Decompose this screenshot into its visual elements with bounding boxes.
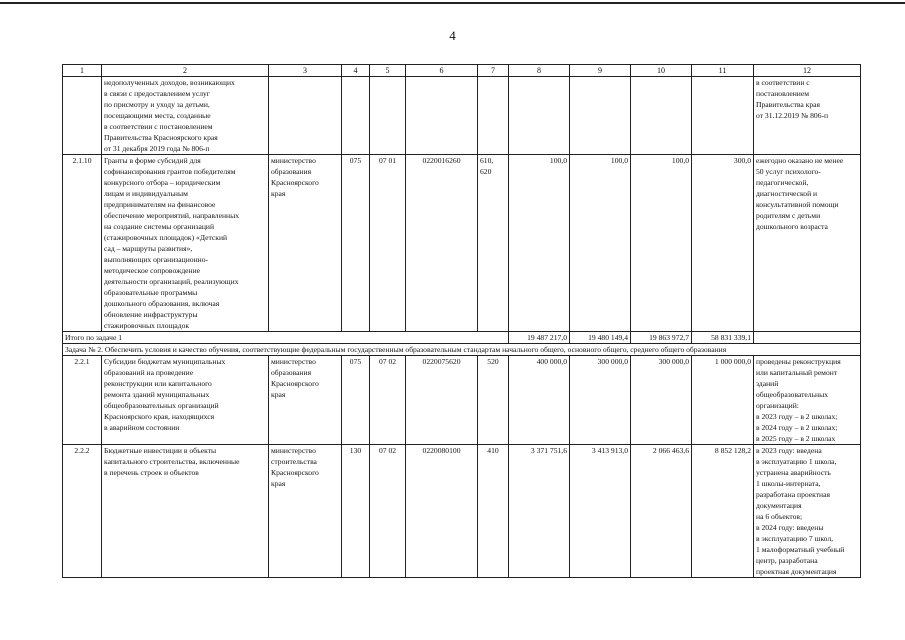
header-cell: 10: [631, 65, 692, 77]
activity-description: [102, 155, 269, 332]
text-line: методическое сопровождение: [104, 266, 201, 275]
amount-year-2: 100,0: [570, 155, 631, 332]
text-line: Субсидии бюджетам муниципальных: [104, 357, 226, 366]
csr-code: 0220080100: [406, 445, 478, 578]
amount-year-1: 100,0: [509, 155, 570, 332]
text-line: в 2023 году – в 2 школах;: [756, 412, 838, 421]
text-line: консультативной помощи: [756, 200, 839, 209]
text-line: министерство: [271, 446, 316, 455]
text-line: обновление инфраструктуры: [104, 310, 198, 319]
text-line: общеобразовательных: [756, 390, 829, 399]
table-row-continuation: [63, 77, 861, 155]
responsible-body: [269, 356, 342, 445]
text-line: строительства: [271, 457, 317, 466]
text-line: в эксплуатацию 7 школ,: [756, 534, 834, 543]
text-line: края: [271, 390, 286, 399]
text-line: в 2023 году: введена: [756, 446, 822, 455]
text-line: обеспечение мероприятий, направленных: [104, 211, 239, 220]
text-line: в соответствии с постановлением: [104, 122, 213, 131]
text-line: (стажировочных площадок) «Детский: [104, 233, 228, 242]
text-line: центр, разработана: [756, 556, 818, 565]
amount-year-3: 2 066 463,6: [631, 445, 692, 578]
text-line: Правительства края: [756, 100, 821, 109]
csr-code: 0220016260: [406, 155, 478, 332]
amount-total: 8 852 128,2: [692, 445, 754, 578]
table-row-2-2-2: [63, 445, 861, 578]
text-line: 610,: [480, 156, 494, 165]
rzpr-code: 07 02: [370, 445, 406, 578]
text-line: по присмотру и уходу за детьми,: [104, 100, 210, 109]
text-line: 410: [487, 446, 499, 455]
task-2-title: Задача № 2. Обеспечить условия и качество обучения, соответствующие федеральным государственным образовательным стандартам начального общего, основного общего, среднего общего образования: [63, 344, 861, 356]
responsible-body: [269, 445, 342, 578]
grbs-code: 130: [342, 445, 370, 578]
text-line: в перечень строек и объектов: [104, 468, 199, 477]
text-line: общеобразовательных организаций: [104, 401, 219, 410]
row-number: 2.2.1: [63, 356, 102, 445]
program-table: [62, 64, 861, 578]
text-line: 1 школы-интерната,: [756, 479, 821, 488]
text-line: выполняющих организационно-: [104, 255, 209, 264]
text-line: деятельности организаций, реализующих: [104, 277, 239, 286]
text-line: Бюджетные инвестиции в объекты: [104, 446, 217, 455]
text-line: в 2025 году – в 2 школах: [756, 434, 836, 443]
rzpr-code: 07 01: [370, 155, 406, 332]
header-cell: 5: [370, 65, 406, 77]
top-border-line: [0, 2, 905, 4]
text-line: постановлением: [756, 89, 810, 98]
text-line: министерство: [271, 156, 316, 165]
responsible-body: [269, 155, 342, 332]
text-line: организаций:: [756, 401, 799, 410]
text-line: предпринимателям на финансовое: [104, 200, 216, 209]
header-cell: 6: [406, 65, 478, 77]
text-line: сад – маршруты развития»,: [104, 244, 193, 253]
task-2-title-row: [63, 344, 861, 356]
activity-description: [102, 356, 269, 445]
text-line: Красноярского: [271, 468, 319, 477]
text-line: зданий: [756, 379, 779, 388]
amount-year-2: 300 000,0: [570, 356, 631, 445]
text-line: в аварийном состоянии: [104, 423, 180, 432]
text-line: 520: [487, 357, 499, 366]
text-line: проведены реконструкция: [756, 357, 841, 366]
text-line: Правительства Красноярского края: [104, 133, 218, 142]
text-line: проектная документация: [756, 567, 837, 576]
text-line: в 2024 году: введены: [756, 523, 824, 532]
text-line: от 31 декабря 2019 года № 806-п: [104, 144, 210, 153]
amount-year-1: 3 371 751,6: [509, 445, 570, 578]
header-cell: 9: [570, 65, 631, 77]
text-line: 1 малоформатный учебный: [756, 545, 845, 554]
text-line: реконструкции или капитального: [104, 379, 212, 388]
text-line: педагогической,: [756, 178, 809, 187]
text-line: или капитальный ремонт: [756, 368, 838, 377]
amount-total: 1 000 000,0: [692, 356, 754, 445]
activity-description: [102, 445, 269, 578]
row-number: 2.1.10: [63, 155, 102, 332]
text-line: стажировочных площадок: [104, 321, 190, 330]
text-line: образований на проведение: [104, 368, 194, 377]
total-sum: 58 831 339,1: [692, 332, 754, 344]
text-line: в связи с предоставлением услуг: [104, 89, 210, 98]
header-cell: 7: [478, 65, 509, 77]
row-number: 2.2.2: [63, 445, 102, 578]
amount-year-3: 300 000,0: [631, 356, 692, 445]
expected-result: [754, 356, 861, 445]
text-line: на создание системы организаций: [104, 222, 215, 231]
text-line: министерство: [271, 357, 316, 366]
grbs-code: 075: [342, 155, 370, 332]
text-line: на 6 объектов;: [756, 512, 803, 521]
text-line: устранена аварийность: [756, 468, 831, 477]
text-line: Красноярского края, находящихся: [104, 412, 215, 421]
total-year-2: 19 480 149,4: [570, 332, 631, 344]
text-line: ремонта зданий муниципальных: [104, 390, 210, 399]
text-line: дошкольного образования, включая: [104, 299, 220, 308]
text-line: конкурсного отбора – юридическим: [104, 178, 221, 187]
column-number-row: [63, 65, 861, 77]
header-cell: 4: [342, 65, 370, 77]
amount-total: 300,0: [692, 155, 754, 332]
text-line: края: [271, 189, 286, 198]
text-line: дошкольного возраста: [756, 222, 828, 231]
expected-result: [754, 155, 861, 332]
vr-code: [478, 356, 509, 445]
amount-year-2: 3 413 913,0: [570, 445, 631, 578]
expected-result: [754, 445, 861, 578]
text-line: образования: [271, 368, 312, 377]
text-line: капитального строительства, включенные: [104, 457, 240, 466]
header-cell: 1: [63, 65, 102, 77]
text-line: Гранты в форме субсидий для: [104, 156, 201, 165]
csr-code: 0220075620: [406, 356, 478, 445]
header-cell: 3: [269, 65, 342, 77]
total-row-task-1: [63, 332, 861, 344]
page-number: 4: [449, 28, 456, 43]
text-line: документация: [756, 501, 802, 510]
text-line: образования: [271, 167, 312, 176]
table-row-2-1-10: [63, 155, 861, 332]
text-line: 620: [480, 167, 492, 176]
text-line: диагностической и: [756, 189, 818, 198]
text-line: Красноярского: [271, 178, 319, 187]
text-line: края: [271, 479, 286, 488]
grbs-code: 075: [342, 356, 370, 445]
vr-code: [478, 445, 509, 578]
text-line: от 31.12.2019 № 806-п: [756, 111, 829, 120]
amount-year-1: 400 000,0: [509, 356, 570, 445]
text-line: недополученных доходов, возникающих: [104, 78, 235, 87]
header-cell: 11: [692, 65, 754, 77]
text-line: посещающими места, созданные: [104, 111, 211, 120]
text-line: лицам и индивидуальным: [104, 189, 188, 198]
table-row-2-2-1: [63, 356, 861, 445]
text-line: в эксплуатацию 1 школа,: [756, 457, 837, 466]
text-line: в 2024 году – в 2 школах;: [756, 423, 838, 432]
total-year-1: 19 487 217,0: [509, 332, 570, 344]
text-line: в соответствии с: [756, 78, 810, 87]
text-line: Красноярского: [271, 379, 319, 388]
rzpr-code: 07 02: [370, 356, 406, 445]
text-line: образовательные программы: [104, 288, 198, 297]
header-cell: 8: [509, 65, 570, 77]
vr-code: [478, 155, 509, 332]
header-cell: 2: [102, 65, 269, 77]
text-line: софинансирования грантов победителям: [104, 167, 236, 176]
text-line: 50 услуг психолого-: [756, 167, 821, 176]
activity-description: [102, 77, 269, 155]
text-line: ежегодно оказано не менее: [756, 156, 844, 165]
amount-year-3: 100,0: [631, 155, 692, 332]
total-year-3: 19 863 972,7: [631, 332, 692, 344]
text-line: разработана проектная: [756, 490, 830, 499]
header-cell: 12: [754, 65, 861, 77]
text-line: родителям с детьми: [756, 211, 821, 220]
total-label: Итого по задаче 1: [63, 332, 509, 344]
expected-result: [754, 77, 861, 155]
